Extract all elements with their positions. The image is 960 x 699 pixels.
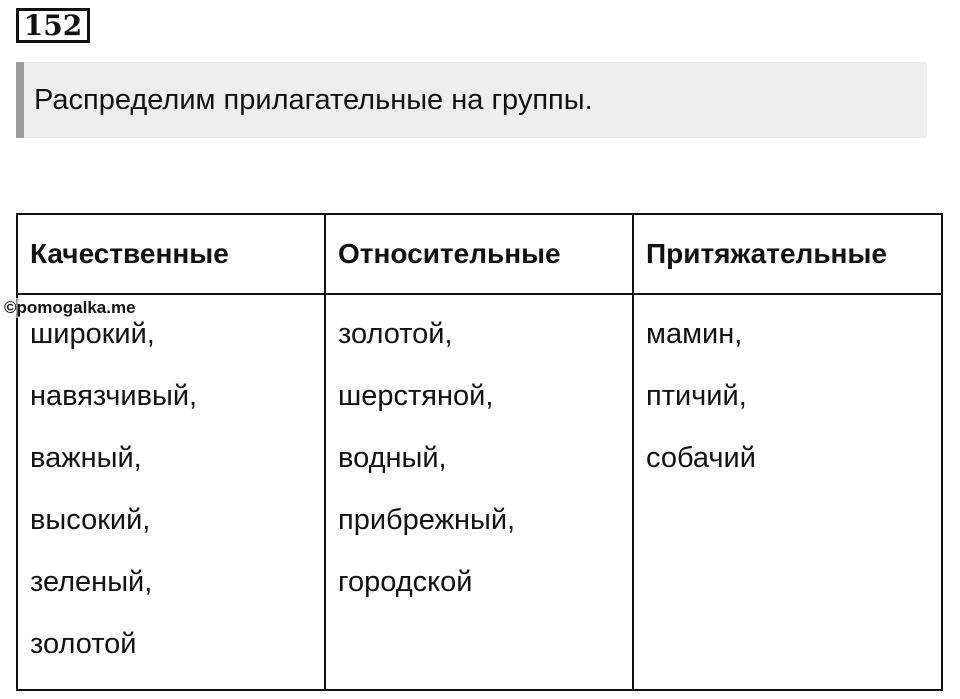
possessive-word-list xyxy=(634,295,941,476)
list-item: собачий xyxy=(646,442,756,474)
qualitative-word-list xyxy=(18,295,324,662)
list-item: водный, xyxy=(338,442,447,474)
column-header-qualitative: Качественные xyxy=(17,214,325,294)
table-body-row xyxy=(17,294,942,690)
instruction-banner: Распределим прилагательные на группы. xyxy=(16,62,927,138)
table-header-row xyxy=(17,214,942,294)
list-item: высокий, xyxy=(30,504,151,536)
list-item: золотой, xyxy=(338,318,453,350)
relative-cell xyxy=(325,294,633,690)
relative-word-list xyxy=(326,295,632,600)
list-item: золотой xyxy=(30,628,137,660)
column-header-relative: Относительные xyxy=(325,214,633,294)
list-item: мамин, xyxy=(646,318,743,350)
task-number: 152 xyxy=(16,8,90,43)
list-item: навязчивый, xyxy=(30,380,198,412)
list-item: птичий, xyxy=(646,380,747,412)
list-item: важный, xyxy=(30,442,142,474)
watermark: ©pomogalka.me xyxy=(4,298,136,317)
qualitative-cell xyxy=(17,294,325,690)
list-item: зеленый, xyxy=(30,566,153,598)
adjective-groups-table xyxy=(16,213,943,691)
possessive-cell xyxy=(633,294,942,690)
list-item: прибрежный, xyxy=(338,504,516,536)
column-header-possessive: Притяжательные xyxy=(633,214,942,294)
list-item: городской xyxy=(338,566,473,598)
list-item: шерстяной, xyxy=(338,380,494,412)
list-item: широкий, xyxy=(30,318,155,350)
